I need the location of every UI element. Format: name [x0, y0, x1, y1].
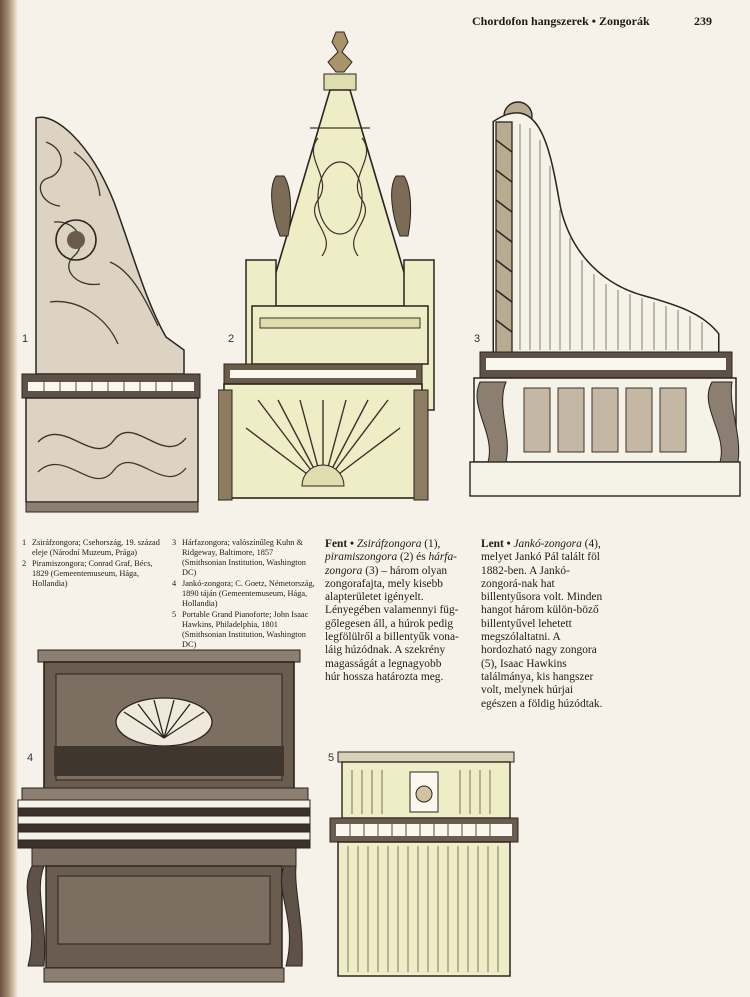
caption-item [22, 559, 170, 589]
figure-number-4: 4 [27, 752, 34, 764]
janko-piano-illustration [14, 646, 314, 986]
caption-item [22, 538, 170, 558]
caption-number: 5 [172, 610, 177, 619]
body-text-bottom [481, 538, 603, 711]
caption-number: 2 [22, 559, 27, 568]
body-text-fragment: (3) – három olyan zongorafajta, mely kisebb alapterületet igényelt. Lényegében valamennyi füg-gőlegesen áll, a húrok pedig legfölülről a billentyűk vona-láig húzódnak. A szekrény magasságát a legnagyobb húr hossza határozta meg. [325, 564, 459, 683]
caption-number: 4 [172, 579, 177, 588]
body-lead-bottom: Lent • [481, 538, 514, 550]
giraffe-piano-illustration [14, 112, 206, 517]
caption-item [172, 538, 318, 578]
portable-grand-pianoforte-illustration [326, 750, 522, 980]
caption-text: Piramiszongora; Conrad Graf, Bécs, 1829 (Gemeentemuseum, Hága, Hollandia) [32, 559, 153, 588]
figure-number-3: 3 [474, 333, 481, 345]
caption-text: Hárfazongora; valószínűleg Kuhn & Ridgeway, Baltimore, 1857 (Smithsonian Institution, Washington DC) [182, 538, 306, 577]
caption-text: Portable Grand Pianoforte; John Isaac Hawkins, Philadelphia, 1801 (Smithsonian Institution, Washington DC) [182, 610, 309, 649]
caption-text: Jankó-zongora; C. Goetz, Németország, 1890 táján (Gemeentemuseum, Hága, Hollandia) [182, 579, 315, 608]
caption-text: Zsiráfzongora; Csehország, 19. század eleje (Národní Muzeum, Prága) [32, 538, 160, 557]
harp-piano-illustration [466, 100, 746, 510]
body-text-fragment: (1), [421, 538, 441, 550]
pyramid-piano-illustration [218, 28, 446, 506]
term-giraffe-piano: Zsiráfzongora [356, 538, 422, 550]
running-header [472, 14, 712, 32]
captions-column-2 [172, 538, 318, 651]
figure-number-5: 5 [328, 752, 335, 764]
figure-number-2: 2 [228, 333, 235, 345]
figure-number-1: 1 [22, 333, 29, 345]
body-text-fragment: (2) és [397, 551, 429, 564]
term-harp-piano: hárfa-zongora [325, 551, 457, 577]
body-text-fragment: (4), melyet Jankó Pál talált föl 1882-ben. A Jankó-zongorá-nak hat billentyűsora volt. Minden hangot három külön-böző billentyűvel lehetett megszólaltatni. A hordozható nagy zongora (5), Isaac Hawkins találmánya, kis hangszer volt, melynek húrjai egészen a földig húzódtak. [481, 538, 603, 710]
running-title: Chordofon hangszerek • Zongorák [472, 14, 650, 28]
caption-item [172, 579, 318, 609]
term-pyramid-piano: piramiszongora [325, 551, 398, 564]
captions-column-1 [22, 538, 170, 590]
body-lead-top: Fent • [325, 538, 357, 550]
term-janko-piano: Jankó-zongora [513, 538, 582, 550]
body-text-top [325, 538, 459, 684]
page-number: 239 [694, 14, 712, 28]
caption-number: 1 [22, 538, 27, 547]
caption-number: 3 [172, 538, 177, 547]
caption-item [172, 610, 318, 650]
